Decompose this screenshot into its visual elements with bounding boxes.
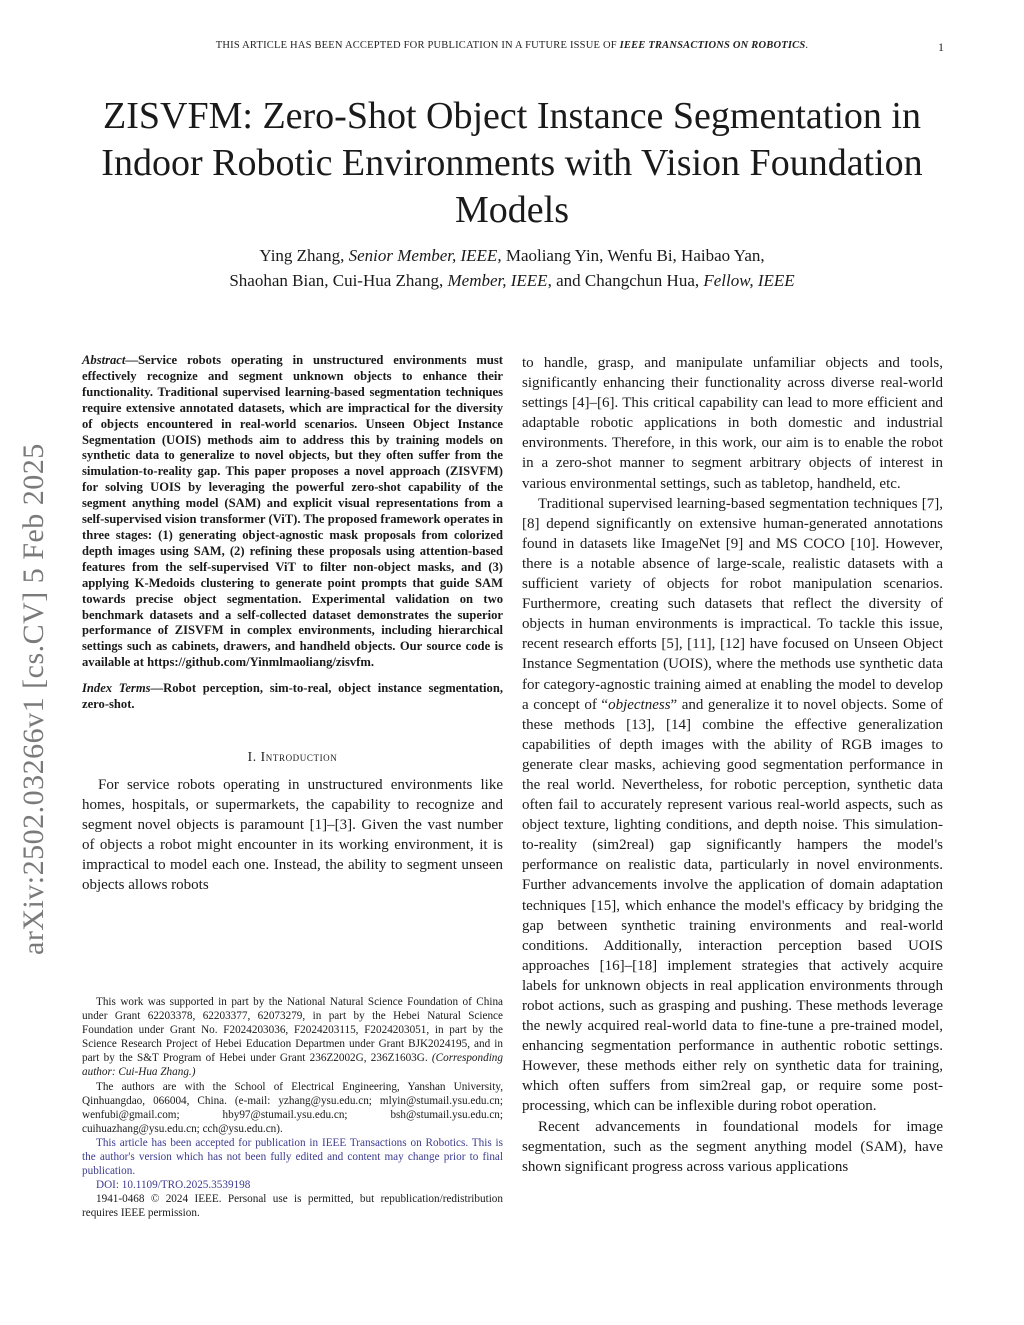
journal-name: IEEE TRANSACTIONS ON ROBOTICS bbox=[619, 40, 806, 51]
affiliation-footnote: The authors are with the School of Electrical Engineering, Yanshan University, Qinhuangdao, 066004, China. (e-mail: yzhang@ysu.edu.cn; mlyin@stumail.ysu.edu.cn; wenfubi@gmail.com; hby97@stumail.ysu.edu.cn; bsh@stumail.ysu.edu.cn; cuihuazhang@ysu.edu.cn; cch@ysu.edu.cn). bbox=[82, 1080, 503, 1135]
intro-paragraph-continued: to handle, grasp, and manipulate unfamiliar objects and tools, significantly enhancing their functionality across diverse real-world settings [4]–[6]. This critical capability can lead to more efficient and adaptable robotic applications in both domestic and industrial environments. Therefore, in this work, our aim is to enable the robot in a zero-shot manner to segment arbitrary objects of interest in various environmental settings, such as tabletop, handheld, etc. bbox=[522, 355, 943, 492]
abstract-lead: Abstract bbox=[82, 353, 126, 367]
running-head-suffix: . bbox=[805, 40, 809, 51]
paper-title: ZISVFM: Zero-Shot Object Instance Segmentation in Indoor Robotic Environments with Vision Foundation Models bbox=[101, 95, 923, 231]
funding-text: This work was supported in part by the National Natural Science Foundation of China under Grant 62203378, 62203377, 62073279, in part by the Hebei Natural Science Foundation under Grant No. F2024203036, F2024203115, F2024203051, in part by the Science Research Project of Hebei Education Departmen under Grant BJK2024195, and in part by the S&T Program of Hebei under Grant 236Z2002G, 236Z1603G. bbox=[82, 996, 503, 1065]
author-role-2: Member, IEEE bbox=[447, 271, 548, 290]
right-column bbox=[522, 353, 943, 1177]
author-names-1: Ying Zhang, bbox=[259, 246, 349, 265]
index-terms bbox=[82, 681, 503, 713]
author-names-3: Shaohan Bian, Cui-Hua Zhang, bbox=[229, 271, 448, 290]
footnotes bbox=[82, 995, 503, 1221]
index-terms-text: —Robot perception, sim-to-real, object instance segmentation, zero-shot. bbox=[82, 681, 503, 712]
copyright-notice: 1941-0468 © 2024 IEEE. Personal use is permitted, but republication/redistribution requires IEEE permission. bbox=[82, 1193, 503, 1220]
corresponding-author: (Corresponding author: Cui-Hua Zhang.) bbox=[82, 1052, 503, 1079]
intro-paragraph-2 bbox=[522, 494, 943, 1117]
author-line-1 bbox=[60, 243, 964, 268]
author-role-1: Senior Member, IEEE, bbox=[348, 246, 502, 265]
section-heading: I. Introduction bbox=[247, 748, 338, 764]
arxiv-identifier: arXiv:2502.03266v1 [cs.CV] 5 Feb 2025 bbox=[17, 443, 50, 955]
left-column bbox=[82, 353, 503, 896]
abstract bbox=[82, 353, 503, 671]
author-line-2 bbox=[60, 268, 964, 293]
index-terms-lead: Index Terms bbox=[82, 681, 151, 696]
running-head-prefix: THIS ARTICLE HAS BEEN ACCEPTED FOR PUBLICATION IN A FUTURE ISSUE OF bbox=[215, 40, 620, 51]
author-names-4: , and Changchun Hua, bbox=[547, 271, 704, 290]
page-number: 1 bbox=[938, 40, 944, 54]
doi-link[interactable]: DOI: 10.1109/TRO.2025.3539198 bbox=[96, 1179, 251, 1192]
author-role-3: Fellow, IEEE bbox=[703, 271, 795, 290]
paragraph-2-part-a: Traditional supervised learning-based segmentation techniques [7], [8] depend significantly on extensive human-generated annotations found in datasets like ImageNet [9] and MS COCO [10]. However, there is a notable absence of large-scale, realistic datasets with a sufficient variety of objects for robot manipulation scenarios. Furthermore, creating such datasets that reflect the diversity of objects in human environments is impractical. To tackle this issue, recent research efforts [5], [11], [12] have focused on Unseen Object Instance Segmentation (UOIS), where the methods use synthetic data for category-agnostic training aimed at enabling the model to develop a concept of “ bbox=[522, 495, 943, 713]
running-head bbox=[80, 40, 944, 51]
author-names-2: Maoliang Yin, Wenfu Bi, Haibao Yan, bbox=[501, 246, 765, 265]
intro-paragraph-3: Recent advancements in foundational models for image segmentation, such as the segment anything model (SAM), have shown significant progress across various applications bbox=[522, 1118, 943, 1175]
objectness-term: objectness bbox=[608, 696, 671, 713]
paragraph-2-part-b: ” and generalize it to novel objects. Some of these methods [13], [14] combine the effective generalization capabilities of depth images with the ability of RGB images to generate clear masks, achieving good segmentation performance in the real world. Nevertheless, for robotic perception, synthetic data often fail to accurately represent various real-world aspects, such as object texture, lighting conditions, and depth noise. This simulation-to-reality (sim2real) gap significantly hampers the model's performance on realistic data, particularly in novel environments. Further advancements involve the application of domain adaptation techniques [15], which enhance the model's efficacy by bridging the gap between synthetic training environments and real-world conditions. Additionally, interaction perception based UOIS approaches [16]–[18] implement strategies that actively acquire labels for unknown objects in real application environments through robot actions, such as grasping and pushing. These methods leverage the newly acquired real-world data to fine-tune a pre-trained model, enhancing segmentation performance in authentic robotic settings. However, these methods either rely on synthetic data for training, which often suffers from sim2real gap, or require some post-processing, which can be inflexible during robot operation. bbox=[522, 696, 943, 1115]
author-list bbox=[60, 243, 964, 293]
acceptance-notice: This article has been accepted for publication in IEEE Transactions on Robotics. This is the author's version which has not been fully edited and content may change prior to final publication. bbox=[82, 1136, 503, 1178]
funding-footnote bbox=[82, 995, 503, 1080]
intro-paragraph-1: For service robots operating in unstructured environments like homes, hospitals, or supermarkets, the capability to recognize and segment novel objects is paramount [1]–[3]. Given the vast number of objects a robot might encounter in its working environment, it is impractical to model each one. Instead, the ability to segment unseen objects allows robots bbox=[82, 776, 503, 894]
abstract-text: —Service robots operating in unstructured environments must effectively recognize and segment unknown objects to enhance their functionality. Traditional supervised learning-based segmentation techniques require extensive annotated datasets, which are impractical for the diversity of objects encountered in real-world scenarios. Unseen Object Instance Segmentation (UOIS) methods aim to address this by training models on synthetic data to generalize to novel objects, but they often suffer from the simulation-to-reality gap. This paper proposes a novel approach (ZISVFM) for solving UOIS by leveraging the powerful zero-shot capability of the segment anything model (SAM) and explicit visual representations from a self-supervised vision transformer (ViT). The proposed framework operates in three stages: (1) generating object-agnostic mask proposals from colorized depth images using SAM, (2) refining these proposals using attention-based features from the self-supervised ViT to filter non-object masks, and (3) applying K-Medoids clustering to generate point prompts that guide SAM towards precise object segmentation. Experimental validation on two benchmark datasets and a self-collected dataset demonstrates the superior performance of ZISVFM in complex environments, including hierarchical settings such as cabinets, drawers, and handheld objects. Our source code is available at https://github.com/Yinmlmaoliang/zisvfm. bbox=[82, 353, 503, 670]
